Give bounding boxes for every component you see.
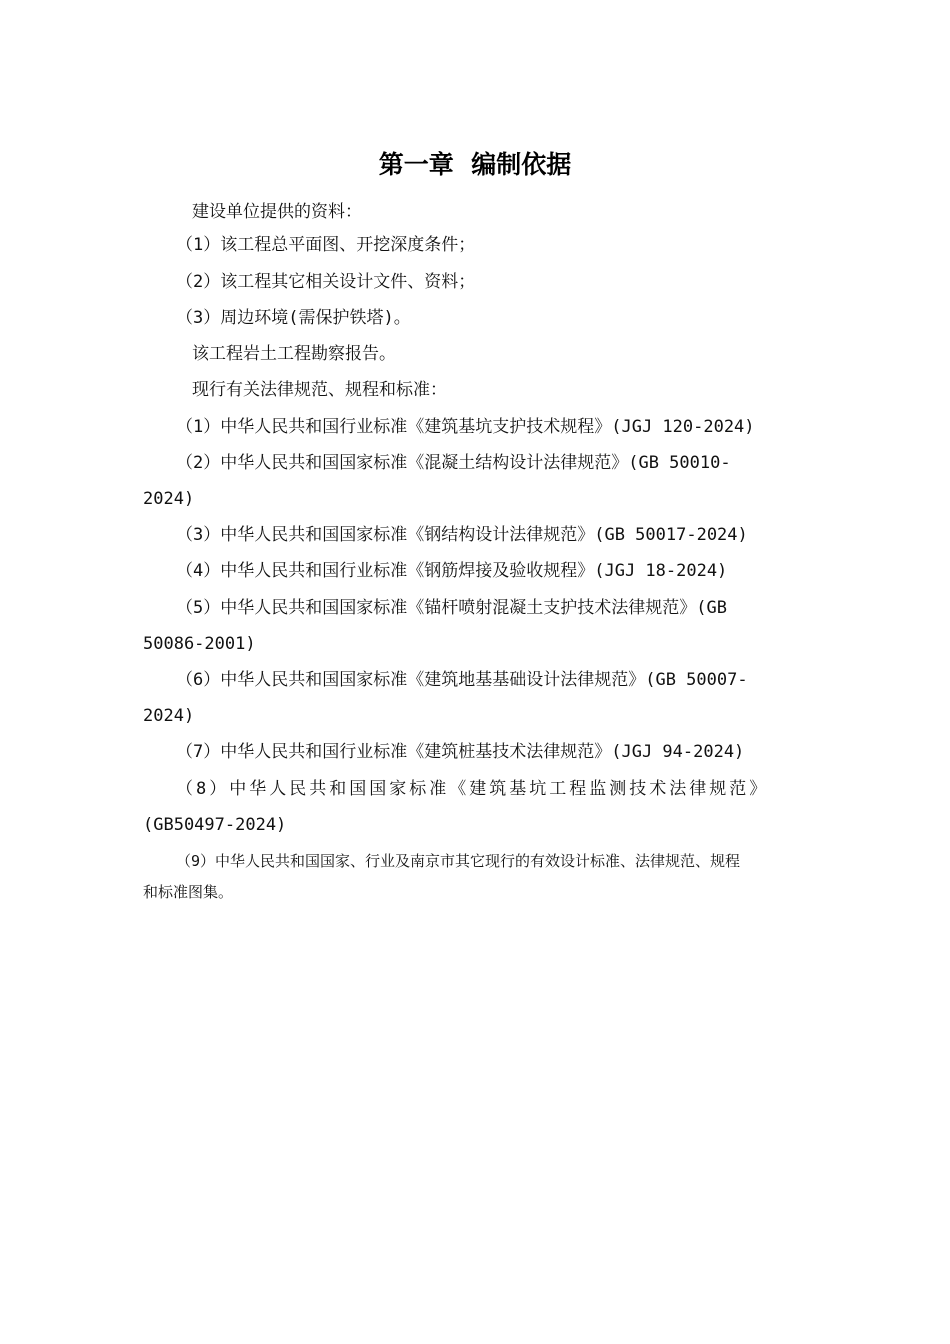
standard-item-5-continued: 50086-2001) [143,634,256,654]
standard-item-2-continued: 2024) [143,489,195,509]
standards-heading: 现行有关法律规范、规程和标准： [192,380,447,400]
standard-item-7: （7）中华人民共和国行业标准《建筑桩基技术法律规范》(JGJ 94-2024) [176,742,745,762]
owner-item-3: （3）周边环境(需保护铁塔)。 [176,308,411,328]
standard-item-9: （9）中华人民共和国国家、行业及南京市其它现行的有效设计标准、法律规范、规程 [176,852,741,870]
standard-item-4: （4）中华人民共和国行业标准《钢筋焊接及验收规程》(JGJ 18-2024) [176,561,728,581]
standard-item-5: （5）中华人民共和国国家标准《锚杆喷射混凝土支护技术法律规范》(GB [176,598,727,618]
standard-item-6: （6）中华人民共和国国家标准《建筑地基基础设计法律规范》(GB 50007- [176,670,748,690]
survey-report-line: 该工程岩土工程勘察报告。 [192,344,396,364]
standard-item-3: （3）中华人民共和国国家标准《钢结构设计法律规范》(GB 50017-2024) [176,525,748,545]
standard-item-8: （8）中华人民共和国国家标准《建筑基坑工程监测技术法律规范》 [176,779,770,799]
owner-item-2: （2）该工程其它相关设计文件、资料； [176,272,476,292]
standard-item-2: （2）中华人民共和国国家标准《混凝土结构设计法律规范》(GB 50010- [176,453,731,473]
owner-item-1: （1）该工程总平面图、开挖深度条件； [176,235,476,255]
standard-item-8-continued: (GB50497-2024) [143,815,287,835]
chapter-title: 第一章 编制依据 [378,150,572,179]
standard-item-6-continued: 2024) [143,706,195,726]
standard-item-1: （1）中华人民共和国行业标准《建筑基坑支护技术规程》(JGJ 120-2024) [176,417,755,437]
standard-item-9-continued: 和标准图集。 [143,883,234,901]
owner-materials-heading: 建设单位提供的资料： [192,202,362,222]
